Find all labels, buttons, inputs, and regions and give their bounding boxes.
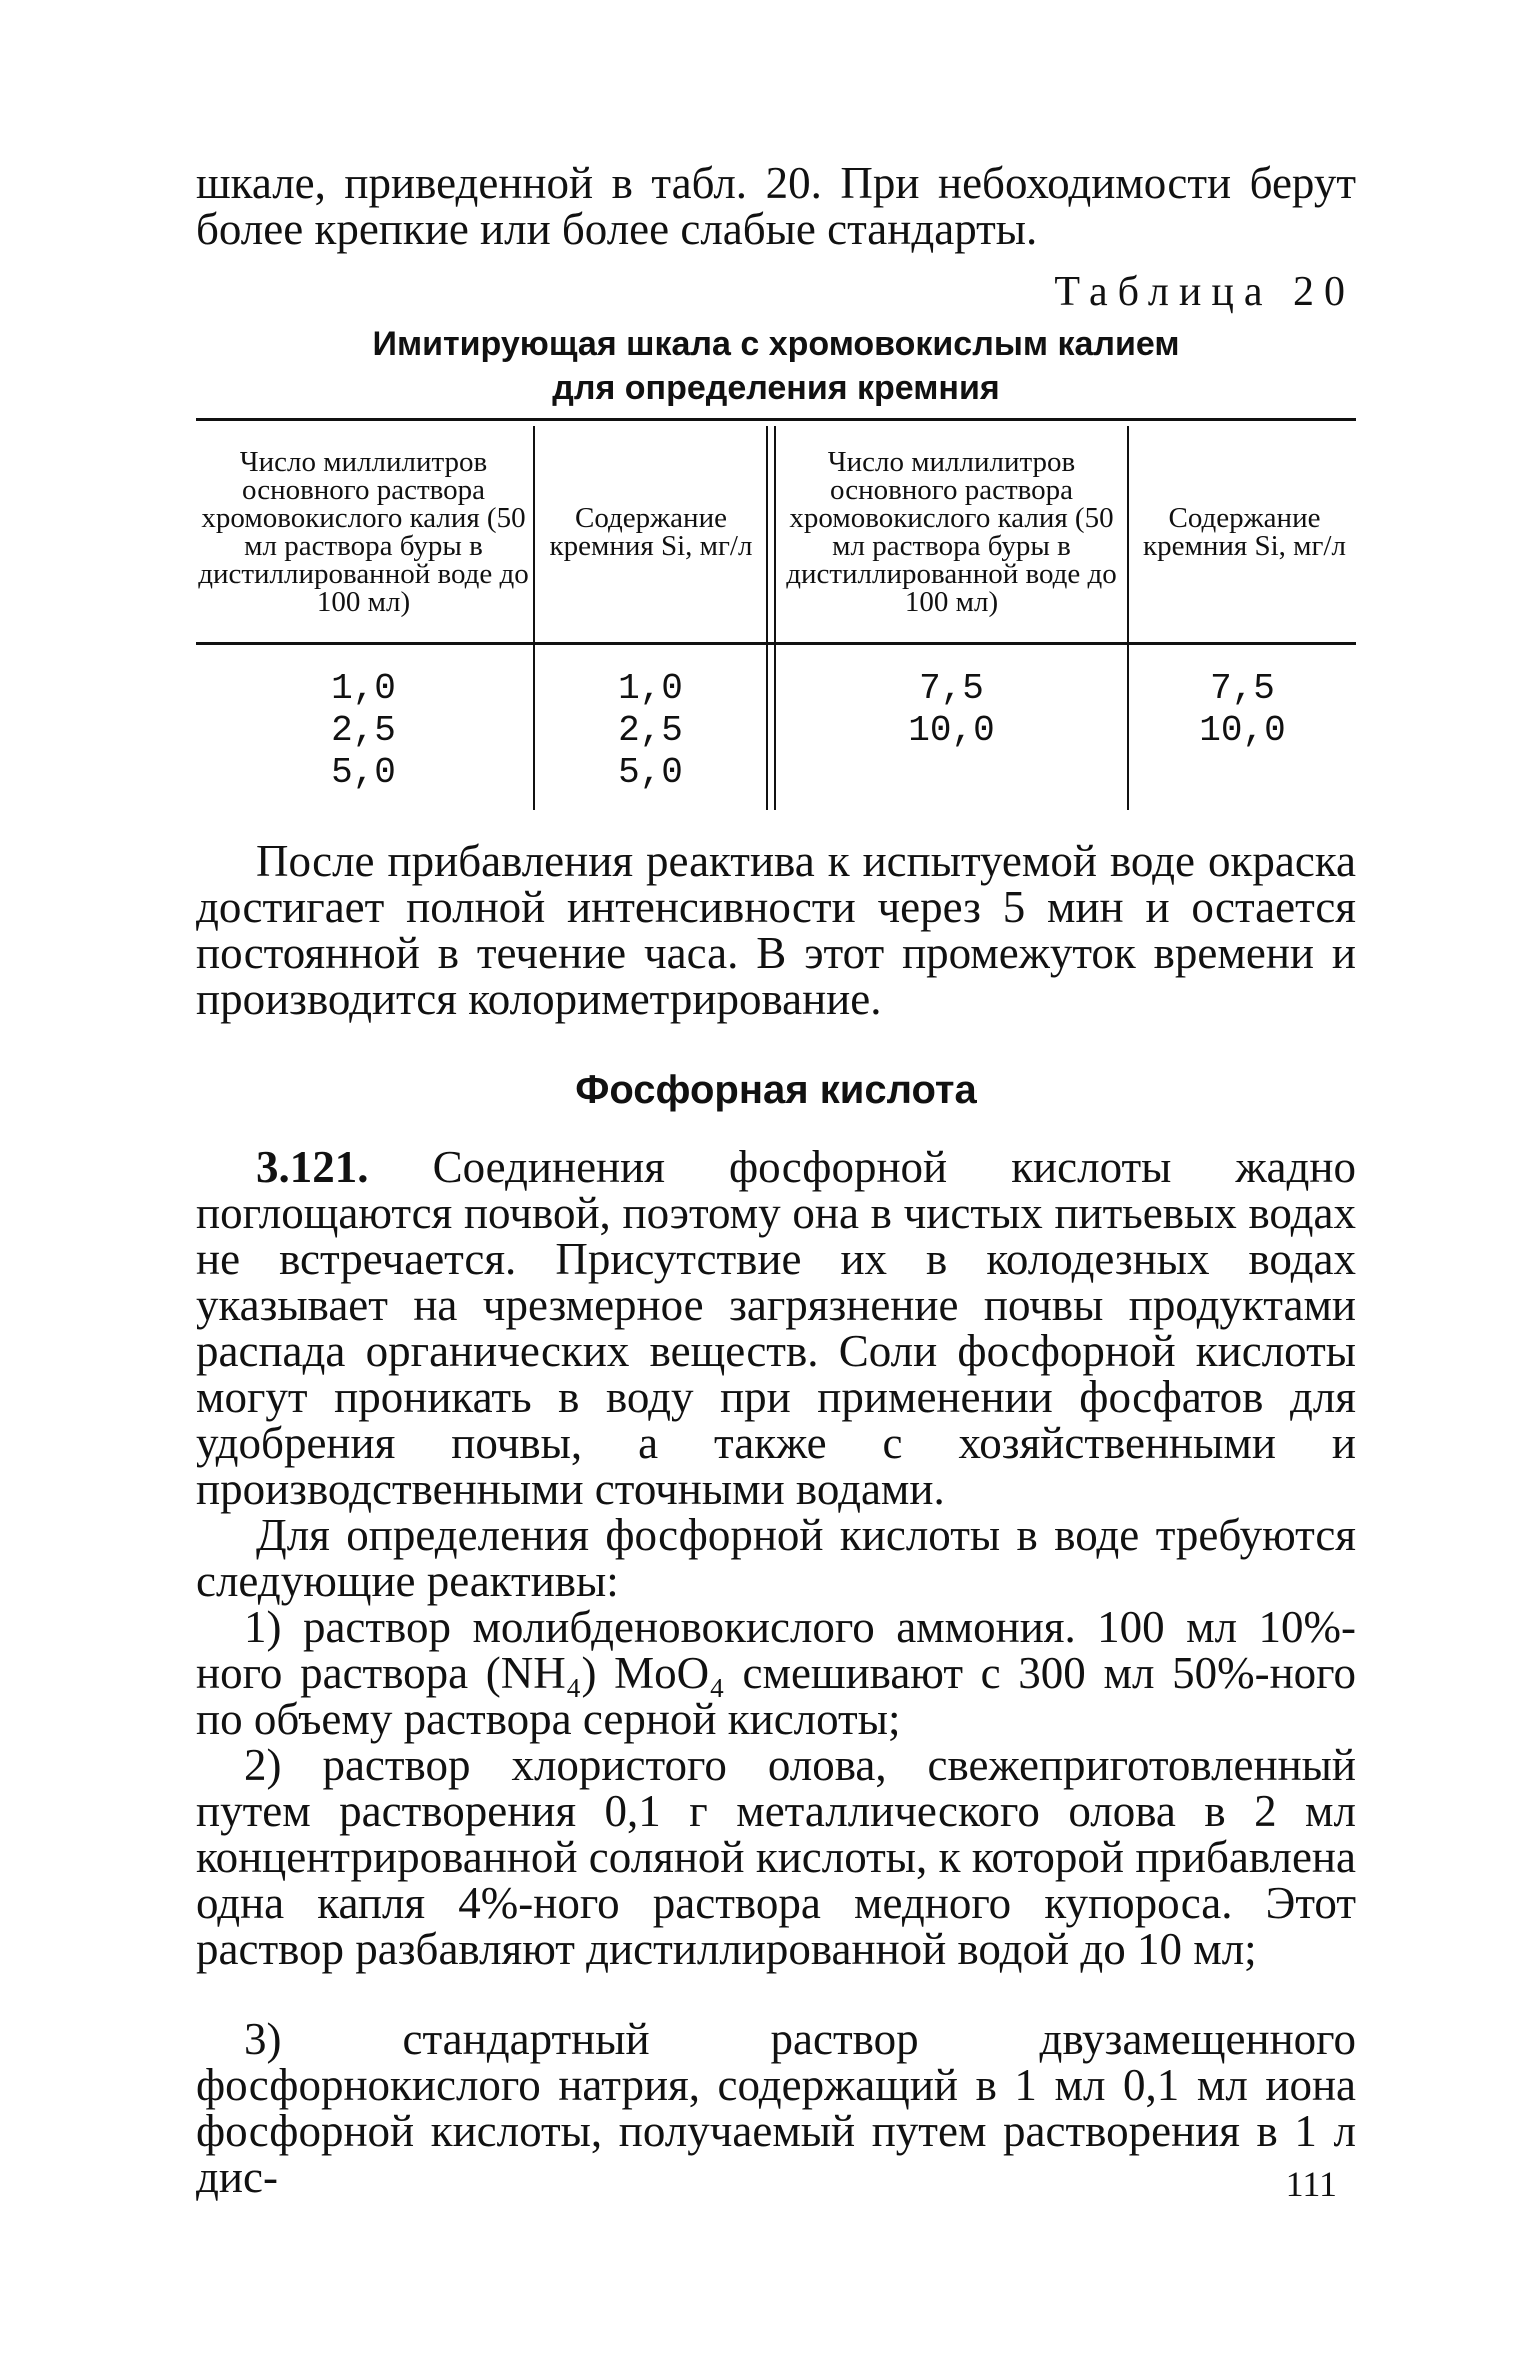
table-cell: 5,0 xyxy=(331,752,396,793)
table-number-label: Таблица 20 xyxy=(1054,269,1355,315)
table-column-ml-right xyxy=(776,668,1127,752)
table-cell: 10,0 xyxy=(1199,710,1286,751)
paragraph-3121 xyxy=(196,1144,1356,1512)
table-cell: 7,5 xyxy=(1210,668,1275,709)
table-header-rule xyxy=(196,642,1356,645)
reagent-item: 3) стандартный раствор двузамещенного фосфорнокислого натрия, содержащий в 1 мл 0,1 мл иона фосфорной кислоты, получаемый путем растворения в 1 л дис- xyxy=(196,2014,1356,2202)
table-top-rule xyxy=(196,418,1356,421)
table-cell: 2,5 xyxy=(331,710,396,751)
table-cell: 1,0 xyxy=(331,668,396,709)
intro-paragraph: шкале, приведенной в табл. 20. При небоходимости берут более крепкие или более слабые стандарты. xyxy=(196,158,1356,254)
table-cell: 7,5 xyxy=(919,668,984,709)
table-header-si: Содержание кремния Si, мг/л xyxy=(1143,502,1346,562)
reagent-item: 2) раствор хлористого олова, свежеприготовленный путем растворения 0,1 г металлического олова в 2 мл концентрированной соляной кислоты, к которой прибавлена одна капля 4%-ного раствора медного купороса. Этот раствор разбавляют дистиллированной водой до 10 мл; xyxy=(196,1740,1356,1974)
table-cell: 10,0 xyxy=(908,710,995,751)
table-cell: 5,0 xyxy=(618,752,683,793)
table-divider xyxy=(774,426,776,810)
table-header-ml: Число миллилитров основного раствора хромовокислого калия (50 мл раствора буры в дистиллированной воде до 100 мл) xyxy=(198,446,529,618)
after-table-paragraph: После прибавления реактива к испытуемой воде окраска достигает полной интенсивности через 5 мин и остается постоянной в течение часа. В этот промежуток времени и производится колориметрирование. xyxy=(196,836,1356,1024)
page-number: 111 xyxy=(1285,2164,1337,2204)
table-caption xyxy=(196,322,1356,410)
paragraph-number: 3.121. xyxy=(256,1142,369,1192)
table-column-si-right xyxy=(1129,668,1356,752)
reagents-intro: Для определения фосфорной кислоты в воде требуются следующие реактивы: xyxy=(196,1510,1356,1606)
section-title: Фосфорная кислота xyxy=(575,1068,977,1112)
paragraph-3121-text: Соединения фосфорной кислоты жадно поглощаются почвой, поэтому она в чистых питьевых водах не встречается. Присутствие их в колодезных водах указывает на чрезмерное загрязнение почвы продуктами распада органических веществ. Соли фосфорной кислоты могут проникать в воду при применении фосфатов для удобрения почвы, а также с хозяйственными и производственными сточными водами. xyxy=(196,1142,1356,1514)
table-column-si-left xyxy=(535,668,766,794)
table-header-ml: Число миллилитров основного раствора хромовокислого калия (50 мл раствора буры в дистиллированной воде до 100 мл) xyxy=(786,446,1117,618)
table-caption-line-1: Имитирующая шкала с хромовокислым калием xyxy=(372,325,1180,363)
table-cell: 1,0 xyxy=(618,668,683,709)
table-column-ml-left xyxy=(196,668,531,794)
table-caption-line-2: для определения кремния xyxy=(552,369,1000,407)
table-divider xyxy=(766,426,768,810)
reagent-item: 1) раствор молибденовокислого аммония. 100 мл 10%-ного раствора (NH₄) MoO₄ смешивают с 300 мл 50%-ного по объему раствора серной кислоты; xyxy=(196,1602,1356,1744)
table-cell: 2,5 xyxy=(618,710,683,751)
table-divider xyxy=(1127,426,1129,810)
table-header-si: Содержание кремния Si, мг/л xyxy=(549,502,753,562)
